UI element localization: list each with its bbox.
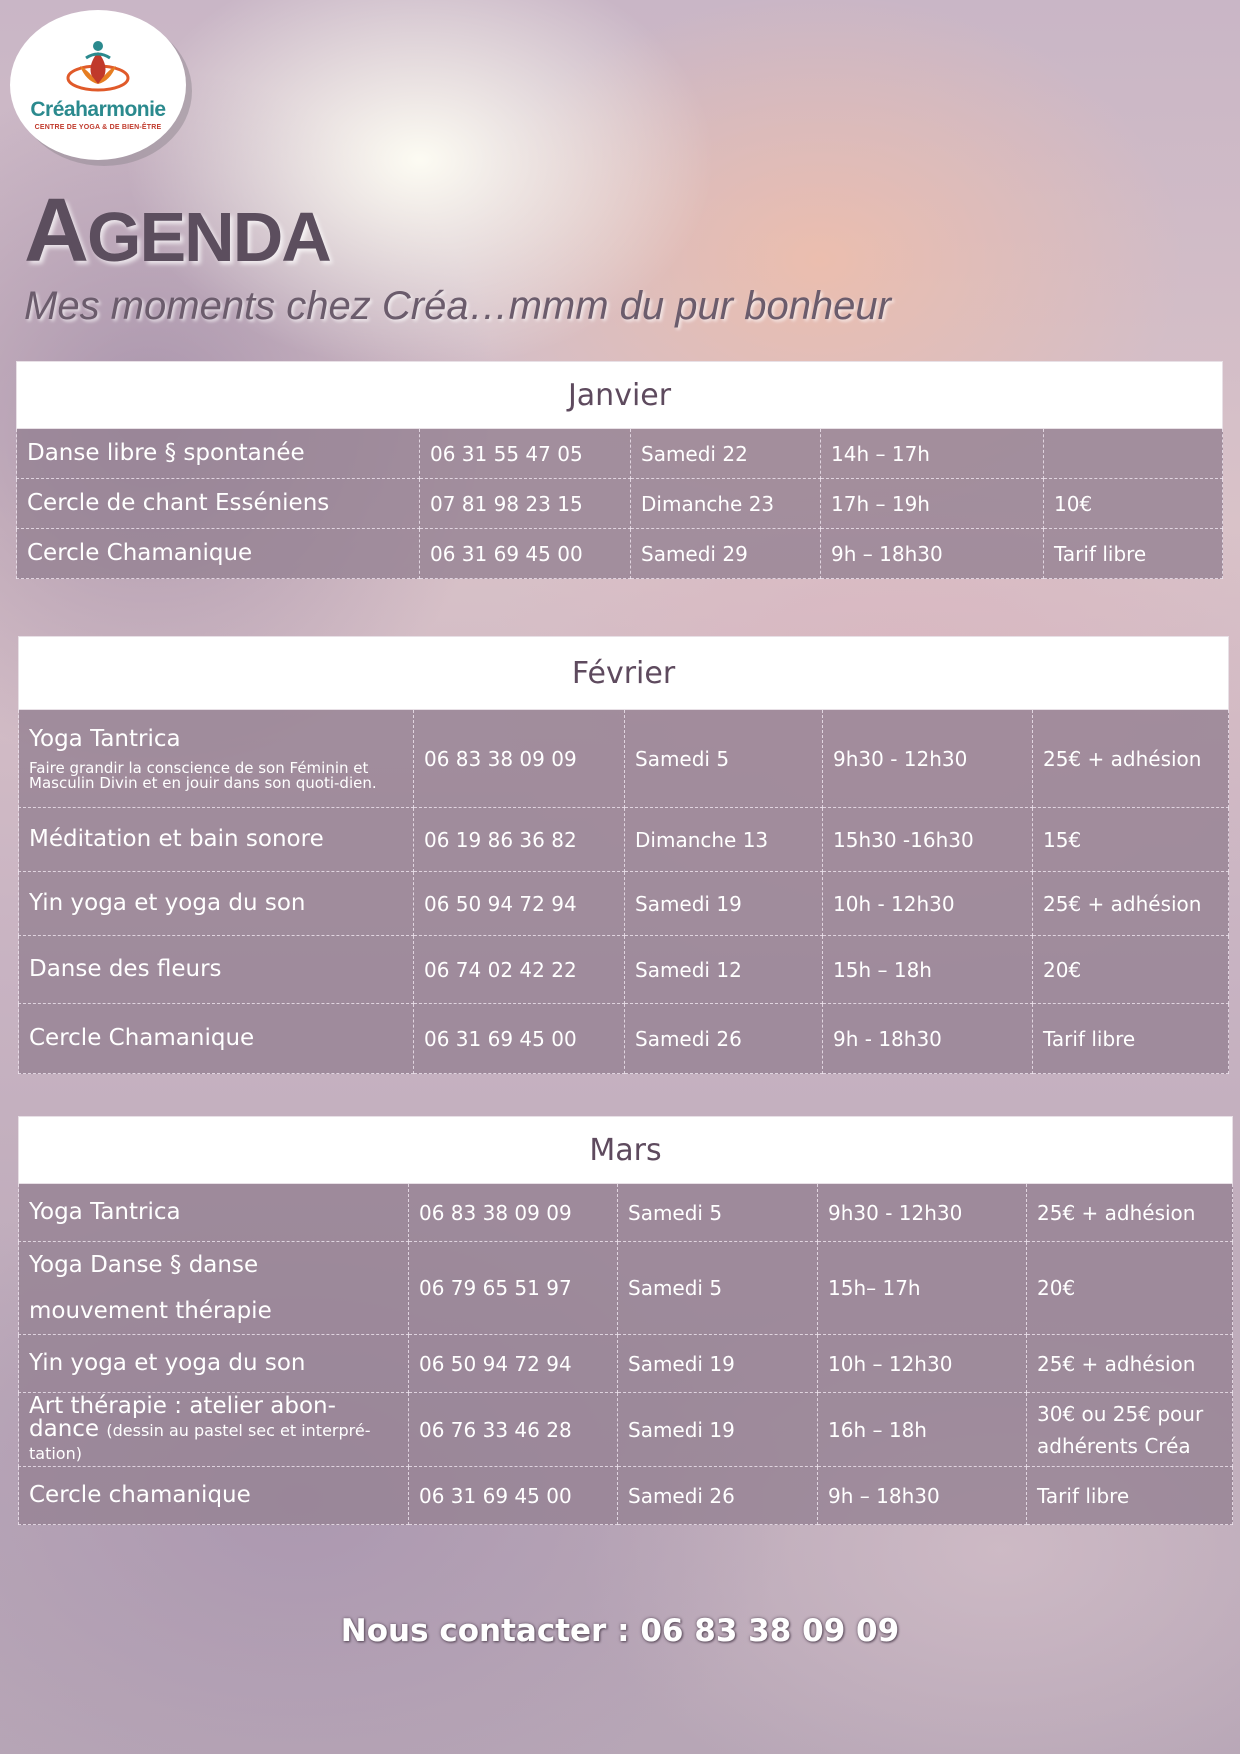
page-subtitle: Mes moments chez Créa…mmm du pur bonheur	[24, 284, 891, 328]
time-cell: 9h30 - 12h30	[818, 1184, 1027, 1242]
time-cell: 15h30 -16h30	[823, 808, 1033, 872]
table-row	[19, 872, 1229, 936]
activity-cell: Cercle chamanique	[19, 1467, 409, 1525]
time-cell: 9h30 - 12h30	[823, 710, 1033, 808]
page-title-rest: GENDA	[87, 198, 330, 276]
price-cell: 25€ + adhésion	[1033, 872, 1229, 936]
price-cell: 25€ + adhésion	[1033, 710, 1229, 808]
phone-cell: 06 83 38 09 09	[414, 710, 625, 808]
phone-cell: 07 81 98 23 15	[420, 479, 631, 529]
time-cell: 9h - 18h30	[823, 1004, 1033, 1074]
date-cell: Samedi 19	[618, 1335, 818, 1393]
month-title: Février	[19, 637, 1229, 710]
phone-cell: 06 31 69 45 00	[420, 529, 631, 579]
time-cell: 17h – 19h	[821, 479, 1044, 529]
phone-cell: 06 50 94 72 94	[409, 1335, 618, 1393]
price-cell: 20€	[1033, 936, 1229, 1004]
table-row	[19, 936, 1229, 1004]
activity-name: Art thérapie : atelier abon-dance	[29, 1393, 336, 1442]
table-row	[19, 1335, 1233, 1393]
table-row	[19, 1393, 1233, 1467]
activity-note: Faire grandir la conscience de son Féminin et Masculin Divin et en jouir dans son quoti-dien.	[29, 759, 377, 793]
page-title-initial: A	[24, 181, 87, 281]
price-cell: 15€	[1033, 808, 1229, 872]
time-cell: 15h – 18h	[823, 936, 1033, 1004]
month-table-fevrier	[18, 636, 1229, 1074]
price-cell: 10€	[1044, 479, 1223, 529]
activity-name: Yoga Tantrica	[29, 725, 181, 752]
logo	[10, 10, 186, 160]
price-cell: Tarif libre	[1033, 1004, 1229, 1074]
time-cell: 10h - 12h30	[823, 872, 1033, 936]
price-cell: 20€	[1027, 1242, 1233, 1335]
activity-cell	[19, 1393, 409, 1467]
phone-cell: 06 76 33 46 28	[409, 1393, 618, 1467]
price-cell	[1044, 429, 1223, 479]
time-cell: 16h – 18h	[818, 1393, 1027, 1467]
table-row	[19, 710, 1229, 808]
price-cell: Tarif libre	[1027, 1467, 1233, 1525]
date-cell: Samedi 19	[618, 1393, 818, 1467]
time-cell: 15h– 17h	[818, 1242, 1027, 1335]
logo-name: Créaharmonie	[30, 97, 166, 121]
price-cell: Tarif libre	[1044, 529, 1223, 579]
activity-cell: Yoga Danse § danse mouvement thérapie	[19, 1242, 409, 1335]
date-cell: Samedi 19	[625, 872, 823, 936]
activity-note: (dessin au pastel sec et interpré-tation)	[29, 1421, 371, 1463]
price-cell: 25€ + adhésion	[1027, 1335, 1233, 1393]
contact-line: Nous contacter : 06 83 38 09 09	[340, 1613, 900, 1649]
month-title: Janvier	[17, 362, 1223, 429]
time-cell: 9h – 18h30	[821, 529, 1044, 579]
activity-cell: Danse libre § spontanée	[17, 429, 420, 479]
time-cell: 10h – 12h30	[818, 1335, 1027, 1393]
table-row	[19, 1004, 1229, 1074]
activity-cell: Cercle de chant Esséniens	[17, 479, 420, 529]
price-cell: 25€ + adhésion	[1027, 1184, 1233, 1242]
date-cell: Samedi 5	[618, 1242, 818, 1335]
date-cell: Samedi 26	[625, 1004, 823, 1074]
table-row	[17, 529, 1223, 579]
activity-cell: Méditation et bain sonore	[19, 808, 414, 872]
table-row	[19, 1184, 1233, 1242]
activity-cell: Yin yoga et yoga du son	[19, 872, 414, 936]
phone-cell: 06 74 02 42 22	[414, 936, 625, 1004]
activity-cell: Yin yoga et yoga du son	[19, 1335, 409, 1393]
date-cell: Samedi 26	[618, 1467, 818, 1525]
time-cell: 9h – 18h30	[818, 1467, 1027, 1525]
date-cell: Dimanche 23	[631, 479, 821, 529]
date-cell: Samedi 12	[625, 936, 823, 1004]
phone-cell: 06 50 94 72 94	[414, 872, 625, 936]
activity-cell: Danse des fleurs	[19, 936, 414, 1004]
phone-cell: 06 31 69 45 00	[409, 1467, 618, 1525]
page-title	[24, 180, 330, 283]
month-table-mars	[18, 1116, 1233, 1525]
lotus-logo-icon	[58, 40, 138, 96]
table-row	[19, 1242, 1233, 1335]
table-row	[17, 429, 1223, 479]
month-title: Mars	[19, 1117, 1233, 1184]
activity-cell: Cercle Chamanique	[17, 529, 420, 579]
date-cell: Samedi 29	[631, 529, 821, 579]
phone-cell: 06 79 65 51 97	[409, 1242, 618, 1335]
price-cell: 30€ ou 25€ pour adhérents Créa	[1027, 1393, 1233, 1467]
activity-cell: Yoga Tantrica	[19, 1184, 409, 1242]
date-cell: Samedi 5	[618, 1184, 818, 1242]
phone-cell: 06 19 86 36 82	[414, 808, 625, 872]
month-table-janvier	[16, 361, 1223, 579]
date-cell: Samedi 5	[625, 710, 823, 808]
table-row	[19, 808, 1229, 872]
date-cell: Dimanche 13	[625, 808, 823, 872]
date-cell: Samedi 22	[631, 429, 821, 479]
activity-cell: Cercle Chamanique	[19, 1004, 414, 1074]
phone-cell: 06 31 69 45 00	[414, 1004, 625, 1074]
phone-cell: 06 31 55 47 05	[420, 429, 631, 479]
activity-cell	[19, 710, 414, 808]
logo-tagline: CENTRE DE YOGA & DE BIEN-ÊTRE	[34, 123, 162, 131]
time-cell: 14h – 17h	[821, 429, 1044, 479]
table-row	[19, 1467, 1233, 1525]
phone-cell: 06 83 38 09 09	[409, 1184, 618, 1242]
table-row	[17, 479, 1223, 529]
